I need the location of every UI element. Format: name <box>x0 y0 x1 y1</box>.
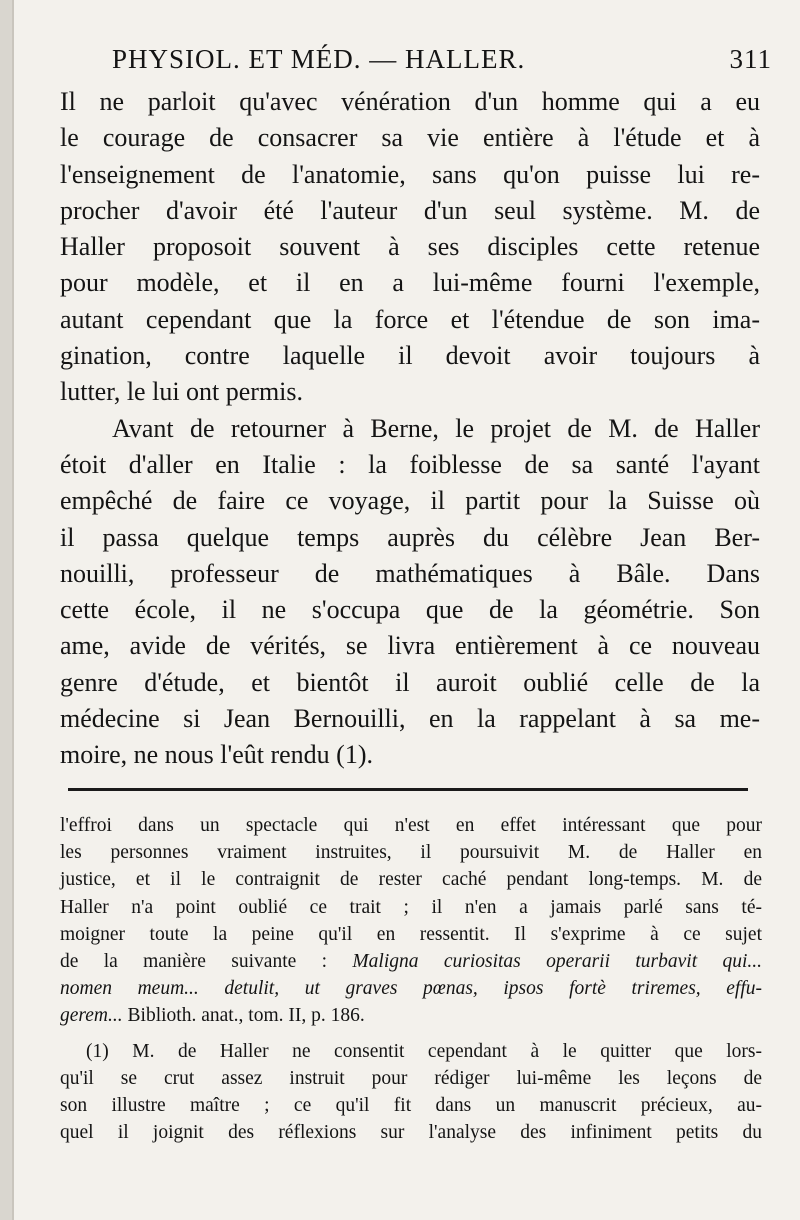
text-line: genre d'étude, et bientôt il auroit oublié celle de la <box>60 667 760 697</box>
paragraph <box>60 84 760 411</box>
footnote-text: de la manière suivante : <box>60 951 328 973</box>
citation: Biblioth. anat., tom. II, p. 186. <box>127 1005 365 1027</box>
footnote-line: l'effroi dans un spectacle qui n'est en effet intéressant que pour <box>60 815 762 836</box>
main-text <box>60 84 760 774</box>
footnote-line: moigner toute la peine qu'il en ressentit. Il s'exprime à ce sujet <box>60 923 762 945</box>
footnote-line <box>60 975 762 1002</box>
text-line: médecine si Jean Bernouilli, en la rappelant à sa me- <box>60 704 760 734</box>
footnote-line: justice, et il le contraignit de rester caché pendant long-temps. M. de <box>60 869 762 891</box>
latin-quote: Maligna curiositas operarii turbavit qui... <box>352 951 762 973</box>
text-line: Il ne parloit qu'avec vénération d'un homme qui a eu <box>60 87 760 116</box>
latin-quote: gerem... <box>60 1005 123 1027</box>
page-number: 311 <box>729 44 772 74</box>
footnote-1 <box>60 1038 762 1147</box>
text-line: Haller proposoit souvent à ses disciples cette retenue <box>60 232 760 262</box>
text-line: le courage de consacrer sa vie entière à l'étude et à <box>60 123 760 153</box>
text-line: empêché de faire ce voyage, il partit pour la Suisse où <box>60 486 760 516</box>
page-header <box>112 44 772 82</box>
text-line: nouilli, professeur de mathématiques à Bâle. Dans <box>60 558 760 588</box>
text-line: Avant de retourner à Berne, le projet de M. de Haller <box>112 413 760 443</box>
text-line: procher d'avoir été l'auteur d'un seul système. M. de <box>60 195 760 225</box>
book-page <box>12 0 800 1220</box>
footnote-line: (1) M. de Haller ne consentit cependant à le quitter que lors- <box>86 1040 762 1062</box>
footnote-continuation <box>60 812 762 1030</box>
text-line: moire, ne nous l'eût rendu (1). <box>60 740 373 770</box>
footnote-line <box>60 1002 762 1029</box>
text-line: ame, avide de vérités, se livra entièrement à ce nouveau <box>60 631 760 661</box>
footnote-line: les personnes vraiment instruites, il poursuivit M. de Haller en <box>60 842 762 864</box>
latin-quote: nomen meum... detulit, ut graves pœnas, ipsos fortè triremes, effu- <box>60 978 762 1000</box>
footnotes <box>60 812 762 1146</box>
text-line: cette école, il ne s'occupa que de la géométrie. Son <box>60 595 760 625</box>
text-line: gination, contre laquelle il devoit avoir toujours à <box>60 341 760 371</box>
footnote-line: son illustre maître ; ce qu'il fit dans un manuscrit précieux, au- <box>60 1095 762 1117</box>
text-line: lutter, le lui ont permis. <box>60 377 304 407</box>
footnote-line <box>60 948 762 975</box>
footnote-line: qu'il se crut assez instruit pour rédiger lui-même les leçons de <box>60 1067 762 1089</box>
text-line: étoit d'aller en Italie : la foiblesse de sa santé l'ayant <box>60 449 760 479</box>
text-line: il passa quelque temps auprès du célèbre Jean Ber- <box>60 522 760 552</box>
text-line: autant cependant que la force et l'étendue de son ima- <box>60 304 760 334</box>
running-title: PHYSIOL. ET MÉD. — HALLER. <box>112 44 526 74</box>
paragraph <box>60 411 760 774</box>
footnote-divider <box>68 788 748 791</box>
text-line: l'enseignement de l'anatomie, sans qu'on puisse lui re- <box>60 159 760 189</box>
footnote-line: quel il joignit des réflexions sur l'analyse des infiniment petits du <box>60 1122 762 1144</box>
footnote-line: Haller n'a point oublié ce trait ; il n'en a jamais parlé sans té- <box>60 896 762 918</box>
text-line: pour modèle, et il en a lui-même fourni l'exemple, <box>60 268 760 298</box>
